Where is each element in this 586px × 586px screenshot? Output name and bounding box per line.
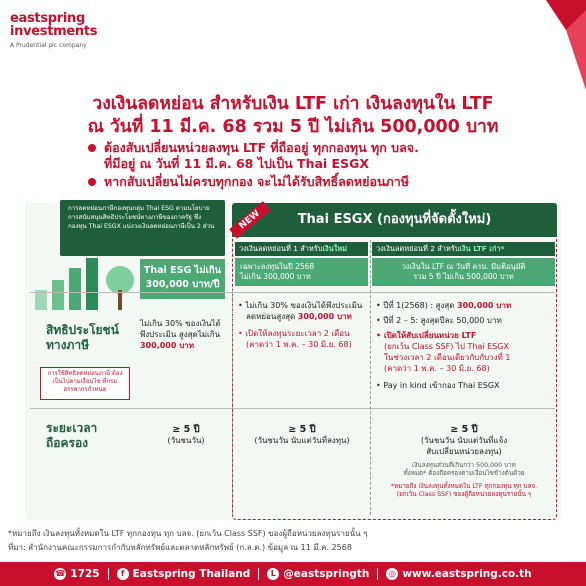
col1-head-prefix: วงเงินลดหย่อนที่ 1 สำหรับ [239,244,323,253]
line-contact[interactable] [259,568,377,580]
col2-head-highlight: เงิน LTF เก่า* [459,244,505,253]
col2-holding-value: ≥ 5 ปี [450,424,478,435]
bullet-1 [104,140,419,172]
contact-bar [0,562,586,586]
col2-subheader [372,258,555,286]
new-badge: NEW [229,201,270,238]
row1-label [46,323,119,353]
title-line1: วงเงินลดหย่อน สำหรับเงิน LTF เก่า เงินลงทุนใน LTF [92,94,494,114]
col2-holding-note2: ทั้งหมด* ต้องถือครองตามเงื่อนไขข้างต้นด้วย [403,470,525,477]
col2-benefit-d: (ยกเว้น Class SSF) ไป Thai ESGX [384,342,509,351]
brand-tagline: A Prudential plc company [10,42,87,49]
bullet-dot-icon [88,178,96,186]
row2-label [46,421,97,451]
divider [30,408,555,409]
facebook-icon: f [117,568,129,580]
thai-esg-head2: 300,000 บาท/ปี [145,279,220,290]
col2-benefit-c: เปิดให้สับเปลี่ยนหน่วย LTF [383,331,477,340]
column-divider [232,290,233,515]
col1-benefit: • ไม่เกิน 30% ของเงินได้พึงประเมิน ลดหย่อนสูงสุด 300,000 บาท • เปิดให้ลงทุนระยะเวลา 2 เดือน (คาดว่า 1 พ.ค. – 30 มิ.ย. 68) [238,300,370,350]
row2-label2: ถือครอง [46,436,89,450]
facebook-name: Eastspring Thailand [132,568,251,580]
col2-header [372,242,555,256]
bullet-1-line1: ต้องสับเปลี่ยนหน่วยลงทุน LTF ที่ถืออยู่ ทุกกองทุน ทุก บลจ. [104,140,419,155]
column-divider [370,240,371,515]
row1-label2: ทางภาษี [46,338,90,352]
col2-holding [372,424,556,499]
line-id: @eastspringth [283,568,370,580]
brand-logo [10,12,97,49]
col2-holding-note1: เงินลงทุนส่วนที่เกินกว่า 500,000 บาท [412,462,516,469]
col2-sub2: รวม 5 ปี ไม่เกิน 500,000 บาท [413,272,514,281]
bullet-2 [104,174,409,190]
col2-head-prefix: วงเงินลดหย่อนที่ 2 สำหรับ [376,244,460,253]
title-line2: ณ วันที่ 11 มี.ค. 68 รวม 5 ปี ไม่เกิน 500,000 บาท [87,117,499,137]
col1-benefit-d: (คาดว่า 1 พ.ค. – 30 มิ.ย. 68) [246,340,352,349]
col1-benefit-b-value: 300,000 บาท [297,312,352,321]
web-contact[interactable] [378,568,539,580]
row2-label1: ระยะเวลา [46,421,98,435]
col2-holding-sub2: สับเปลี่ยนหน่วยลงทุน) [426,447,502,456]
thai-esg-head1: Thai ESG ไม่เกิน [143,265,222,276]
col2-holding-foot1: *หมายถึง เงินลงทุนทั้งหมดใน LTF ทุกกองทุน ทุก บลจ. [390,483,538,490]
brand-line2: investments [10,24,98,39]
col1-benefit-a: ไม่เกิน 30% ของเงินได้พึงประเมิน [245,301,363,310]
col2-benefit-a-value: 300,000 บาท [457,301,512,310]
esg-benefit [140,318,232,351]
col1-header [235,242,368,256]
phone-contact[interactable] [46,568,107,580]
col2-benefit-f: (คาดว่า 1 พ.ค. – 30 มิ.ย. 68) [384,364,490,373]
bullet-1-line2: ที่มีอยู่ ณ วันที่ 11 มี.ค. 68 ไปเป็น Thai ESGX [104,156,369,171]
footnote-1: *หมายถึง เงินลงทุนทั้งหมดใน LTF ทุกกองทุน ทุก บลจ. (ยกเว้น Class SSF) ของผู้ถือหน่วยลงทุนรายนั้น ๆ [8,529,368,538]
divider [30,292,555,293]
esg-holding-value: ≥ 5 ปี [172,424,200,435]
bullet-2-line1: หากสับเปลี่ยนไม่ครบทุกกอง จะไม่ได้รับสิทธิ์ลดหย่อนภาษี [104,174,410,189]
footnote-2: ที่มา: สำนักงานคณะกรรมการกำกับหลักทรัพย์และตลาดหลักทรัพย์ (ก.ล.ต.) ข้อมูล ณ 11 มี.ค. 2568 [8,543,352,552]
esg-holding-sub: (วันชนวัน) [167,436,205,445]
phone-number: 1725 [70,568,100,580]
thai-esg-header [140,259,225,299]
col2-benefit-a: ปีที่ 1 [383,301,402,310]
bullet-dot-icon [88,144,96,152]
col2-benefit-b: ปีที่ 2 – 5: สูงสุดปีละ 50,000 บาท [383,316,502,325]
col2-benefit-g: Pay in kind เข้ากอง Thai ESGX [383,381,500,390]
row1-label1: สิทธิประโยชน์ [46,323,119,337]
esgx-header: Thai ESGX (กองทุนที่จัดตั้งใหม่) [232,203,557,237]
col1-head-highlight: เงินใหม่ [322,244,347,253]
col2-sub1: วงเงินใน LTF ณ วันที่ ครม. มีมติอนุมัติ [401,262,526,271]
col1-holding [234,424,370,446]
esg-benefit-2: พึงประเมิน สูงสุดไม่เกิน [140,330,221,339]
col2-benefit-e: ในช่วงเวลา 2 เดือนเดียวกับกับวงที่ 1 [384,353,511,362]
esg-benefit-1: ไม่เกิน 30% ของเงินได้ [140,319,221,328]
col2-holding-sub1: (วันชนวัน นับแต่วันที่แจ้ง [420,436,508,445]
line-icon: L [267,568,279,580]
info-box: การลดหย่อนภาษีกองทุนกลุ่ม Thai ESG ตามนโยบายการสนับสนุนสิทธิประโยชน์ทางภาษีของภาครัฐ ซึ่งกองทุน Thai ESGX แบ่งวงเงินลดหย่อนภาษีเป็น 2 ส่วน [60,200,225,256]
brand-line1: eastspring [10,11,86,26]
phone-icon: ☎ [55,569,66,578]
col1-benefit-c: เปิดให้ลงทุนระยะเวลา 2 เดือน [245,329,350,338]
growth-chart-illustration [30,250,140,310]
globe-icon: ◎ [386,568,398,580]
col1-benefit-b: ลดหย่อนสูงสุด [246,312,296,321]
col1-holding-sub: (วันชนวัน นับแต่วันที่ลงทุน) [254,436,350,445]
col1-sub1: เฉพาะลงทุนในปี 2568 [240,262,315,271]
col1-sub2: ไม่เกิน 300,000 บาท [240,272,311,281]
col2-benefit: • ปีที่ 1(2568) : สูงสุด 300,000 บาท • ปีที่ 2 – 5: สูงสุดปีละ 50,000 บาท • เปิดให้สับเปลี่ยนหน่วย LTF (ยกเว้น Class SSF) ไป Thai ESGX ในช่วงเวลา 2 เดือนเดียวกับกับวงที่ 1 (คาดว่า 1 พ.ค. – 30 มิ.ย. 68) • Pay in kind เข้ากอง Thai ESGX [376,300,556,391]
website-url: www.eastspring.co.th [402,568,532,580]
col1-holding-value: ≥ 5 ปี [288,424,316,435]
esg-benefit-3: 300,000 บาท [140,341,195,350]
col2-benefit-a2: (2568) : สูงสุด [401,301,455,310]
facebook-contact[interactable] [109,568,259,580]
col1-subheader [235,258,368,286]
esg-holding [140,424,232,446]
row1-note: การใช้สิทธิลดหย่อนภาษี ต้องเป็นไปตามเงื่อนไข ที่กรมสรรพากรกำหนด [40,367,130,400]
corner-decoration [526,0,586,90]
col2-holding-foot2: (ยกเว้น Class SSF) ของผู้ถือหน่วยลงทุนรายนั้น ๆ [396,491,532,498]
